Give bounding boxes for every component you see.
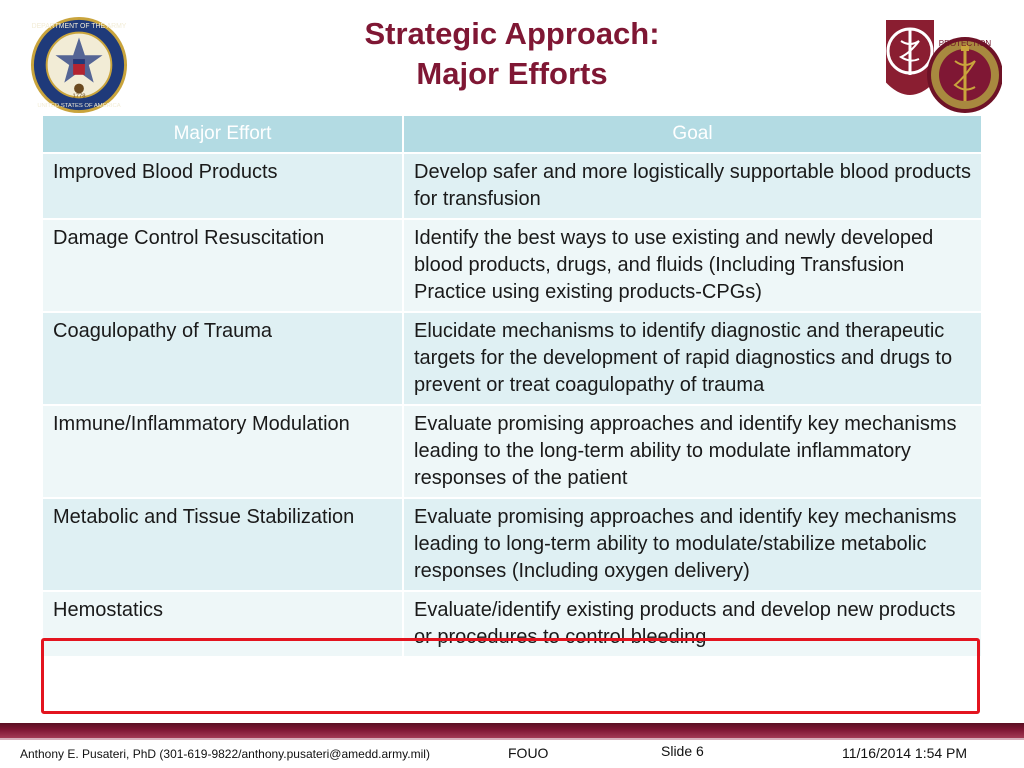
seal-year: 1778 xyxy=(72,93,86,100)
slide-title-line-2: Major Efforts xyxy=(416,56,608,91)
goal-cell: Evaluate/identify existing products and develop new products or procedures to control bleeding xyxy=(403,591,981,656)
table-row xyxy=(43,219,981,312)
footer-bar xyxy=(0,723,1024,738)
column-header-goal: Goal xyxy=(403,116,981,153)
effort-cell: Metabolic and Tissue Stabilization xyxy=(43,498,403,591)
goal-cell: Identify the best ways to use existing and newly developed blood products, drugs, and fluids (Including Transfusion Practice using existing products-CPGs) xyxy=(403,219,981,312)
slide-title-line-1: Strategic Approach: xyxy=(364,16,660,51)
footer-author: Anthony E. Pusateri, PhD (301-619-9822/anthony.pusateri@amedd.army.mil) xyxy=(20,747,430,761)
table-row xyxy=(43,405,981,498)
army-medical-command-insignia-icon xyxy=(877,13,1002,116)
goal-cell: Develop safer and more logistically supportable blood products for transfusion xyxy=(403,153,981,219)
effort-cell: Immune/Inflammatory Modulation xyxy=(43,405,403,498)
goal-cell: Elucidate mechanisms to identify diagnostic and therapeutic targets for the development of rapid diagnostics and drugs to prevent or treat coagulopathy of trauma xyxy=(403,312,981,405)
major-efforts-table xyxy=(43,116,981,656)
effort-cell: Hemostatics xyxy=(43,591,403,656)
goal-cell: Evaluate promising approaches and identify key mechanisms leading to the long-term ability to modulate inflammatory responses of the patient xyxy=(403,405,981,498)
goal-cell: Evaluate promising approaches and identify key mechanisms leading to long-term ability to modulate/stabilize metabolic responses (Including oxygen delivery) xyxy=(403,498,981,591)
table-header-row xyxy=(43,116,981,153)
hemostatics-highlight-box xyxy=(41,638,980,714)
effort-cell: Improved Blood Products xyxy=(43,153,403,219)
footer-classification: FOUO xyxy=(508,745,549,761)
department-of-the-army-seal-icon xyxy=(30,16,128,114)
seal-ring-bottom-text: UNITED STATES OF AMERICA xyxy=(37,103,121,110)
footer-slide-number: Slide 6 xyxy=(661,743,704,759)
table-row xyxy=(43,498,981,591)
table-row xyxy=(43,312,981,405)
footer-divider xyxy=(0,738,1024,740)
effort-cell: Damage Control Resuscitation xyxy=(43,219,403,312)
column-header-major-effort: Major Effort xyxy=(43,116,403,153)
effort-cell: Coagulopathy of Trauma xyxy=(43,312,403,405)
table-row xyxy=(43,153,981,219)
insignia-ring-text: PROTECTION xyxy=(938,39,992,48)
footer-date: 11/16/2014 1:54 PM xyxy=(842,745,968,761)
slide-title xyxy=(0,14,1024,94)
seal-ring-top-text: DEPARTMENT OF THE ARMY xyxy=(31,22,127,30)
